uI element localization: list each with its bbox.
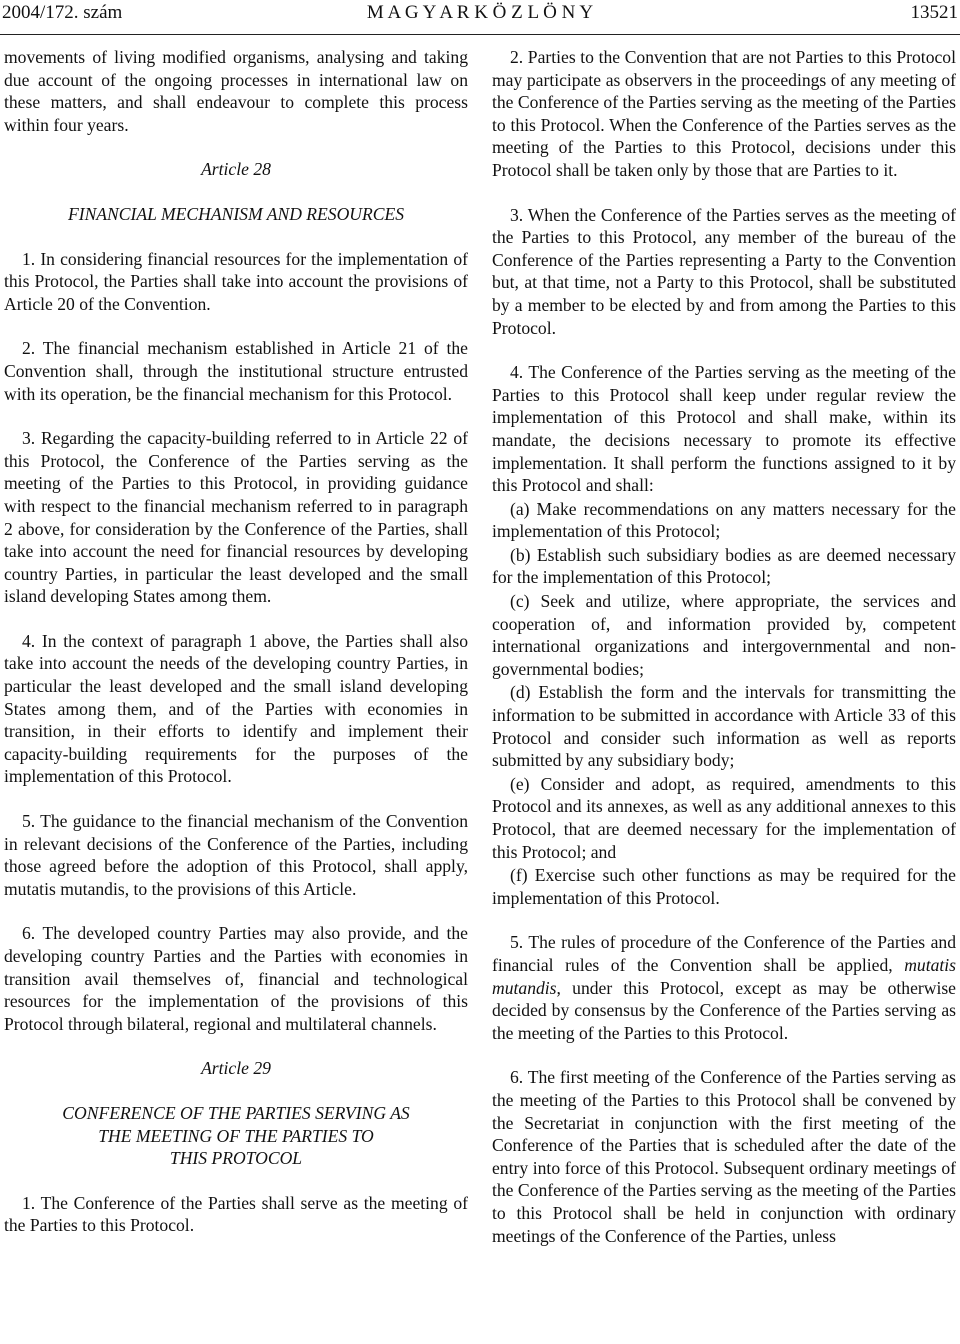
article-29-paragraph-1: 1. The Conference of the Parties shall serve as the meeting of the Parties to this Protocol. — [4, 1192, 468, 1236]
article-29-title-line-2: THE MEETING OF THE PARTIES TO — [98, 1125, 374, 1146]
article-29-paragraph-6: 6. The first meeting of the Conference of the Parties serving as the meeting of the Parties to this Protocol shall be convened by the Secretariat in conjunction with the first meeting of the Conference of the Parties that is scheduled after the date of the entry into force of this Protocol. Subsequent ordinary meetings of the Conference of the Parties serving as the meeting of the Parties to this Protocol shall be held in conjunction with ordinary meetings of the Conference of the Parties, unless — [492, 1067, 956, 1246]
article-29-paragraph-3: 3. When the Conference of the Parties serves as the meeting of the Parties to this Protocol, any member of the bureau of the Conference of the Parties representing a Party to the Convention but, at that time, not a Party to this Protocol, shall be substituted by a member to be elected by and from among the Parties to this Protocol. — [492, 204, 956, 338]
page-header — [0, 0, 960, 35]
article-29-title-line-1: CONFERENCE OF THE PARTIES SERVING AS — [62, 1102, 410, 1123]
article-29-paragraph-4b: (b) Establish such subsidiary bodies as are deemed necessary for the implementation of this Protocol; — [492, 544, 956, 588]
article-28-paragraph-4: 4. In the context of paragraph 1 above, the Parties shall also take into account the needs of the developing country Parties, in particular the least developed and the small island developing States among them, and of the Parties with economies in transition, in their efforts to identify and implement their capacity-building requirements for the purposes of the implementation of this Protocol. — [4, 630, 468, 787]
paragraph-5-text-start: 5. The rules of procedure of the Conference of the Parties and financial rules of the Convention shall be applied, — [492, 932, 956, 975]
article-28-paragraph-6: 6. The developed country Parties may also provide, and the developing country Parties and the Parties with economies in transition avail themselves of, financial and technological resources for the implementation of the provisions of this Protocol through bilateral, regional and multilateral channels. — [4, 923, 468, 1034]
article-29-paragraph-4f: (f) Exercise such other functions as may be required for the implementation of this Protocol. — [492, 865, 956, 908]
paragraph-5-text-end: , under this Protocol, except as may be otherwise decided by consensus by the Conference of the Parties serving as the meeting of the Parties to this Protocol. — [492, 977, 956, 1043]
left-column — [4, 46, 468, 1237]
journal-title: M A G Y A R K Ö Z L Ö N Y — [366, 2, 594, 23]
article-29-paragraph-4d: (d) Establish the form and the intervals for transmitting the information to be submitted in accordance with Article 33 of this Protocol and consider such information as well as reports submitted by any subsidiary body; — [492, 682, 956, 771]
article-28-paragraph-2: 2. The financial mechanism established in Article 21 of the Convention shall, through the institutional structure entrusted with its operation, be the financial mechanism for this Protocol. — [4, 338, 468, 404]
article-28-heading: Article 28 — [201, 159, 271, 180]
article-28-title: FINANCIAL MECHANISM AND RESOURCES — [67, 203, 405, 224]
article-29-paragraph-5 — [492, 931, 956, 1044]
article-29-paragraph-2: 2. Parties to the Convention that are not Parties to this Protocol may participate as observers in the proceedings of any meeting of the Conference of the Parties serving as the meeting of the Parties to this Protocol. When the Conference of the Parties serves as the meeting of the Parties to this Protocol, decisions under this Protocol shall be taken only by those that are Parties to it. — [492, 47, 956, 180]
article-28-paragraph-1: 1. In considering financial resources for the implementation of this Protocol, the Parties shall take into account the provisions of Article 20 of the Convention. — [4, 248, 468, 314]
page-number: 13521 — [910, 2, 958, 23]
article-29-title — [4, 1102, 468, 1170]
article-29-heading: Article 29 — [201, 1058, 271, 1079]
intro-paragraph: movements of living modified organisms, analysing and taking due account of the ongoing processes in international law on these matters, and shall endeavour to complete this process within four years. — [4, 47, 468, 135]
article-29-title-line-3: THIS PROTOCOL — [169, 1148, 303, 1169]
article-29-paragraph-4: 4. The Conference of the Parties serving as the meeting of the Parties to this Protocol shall keep under regular review the implementation of this Protocol and shall make, within its mandate, the decisions necessary to promote its effective implementation. It shall perform the functions assigned to it by this Protocol and shall: — [492, 362, 956, 496]
article-29-paragraph-4e: (e) Consider and adopt, as required, amendments to this Protocol and its annexes, as well as any additional annexes to this Protocol, that are deemed necessary for the implementation of this Protocol; and — [492, 773, 956, 862]
issue-number: 2004/172. szám — [2, 2, 123, 23]
article-28-paragraph-5: 5. The guidance to the financial mechanism of the Convention in relevant decisions of the Conference of the Parties, including those agreed before the adoption of this Protocol, shall apply, mutatis mutandis, to the provisions of this Article. — [4, 811, 468, 899]
paragraph-5-latin-phrase: mutatis mutandis — [492, 954, 956, 998]
article-28-paragraph-3: 3. Regarding the capacity-building referred to in Article 22 of this Protocol, the Conference of the Parties serving as the meeting of the Parties to this Protocol, in providing guidance with respect to the financial mechanism referred to in paragraph 2 above, for consideration by the Conference of the Parties, shall take into account the need for financial resources by developing country Parties, in particular the least developed and the small island developing States among them. — [4, 428, 468, 607]
article-29-paragraph-4a: (a) Make recommendations on any matters necessary for the implementation of this Protocol; — [492, 498, 956, 542]
right-column — [492, 46, 956, 1247]
article-29-paragraph-4c: (c) Seek and utilize, where appropriate, the services and cooperation of, and information provided by, competent international organizations and intergovernmental and non-governmental bodies; — [492, 591, 956, 679]
